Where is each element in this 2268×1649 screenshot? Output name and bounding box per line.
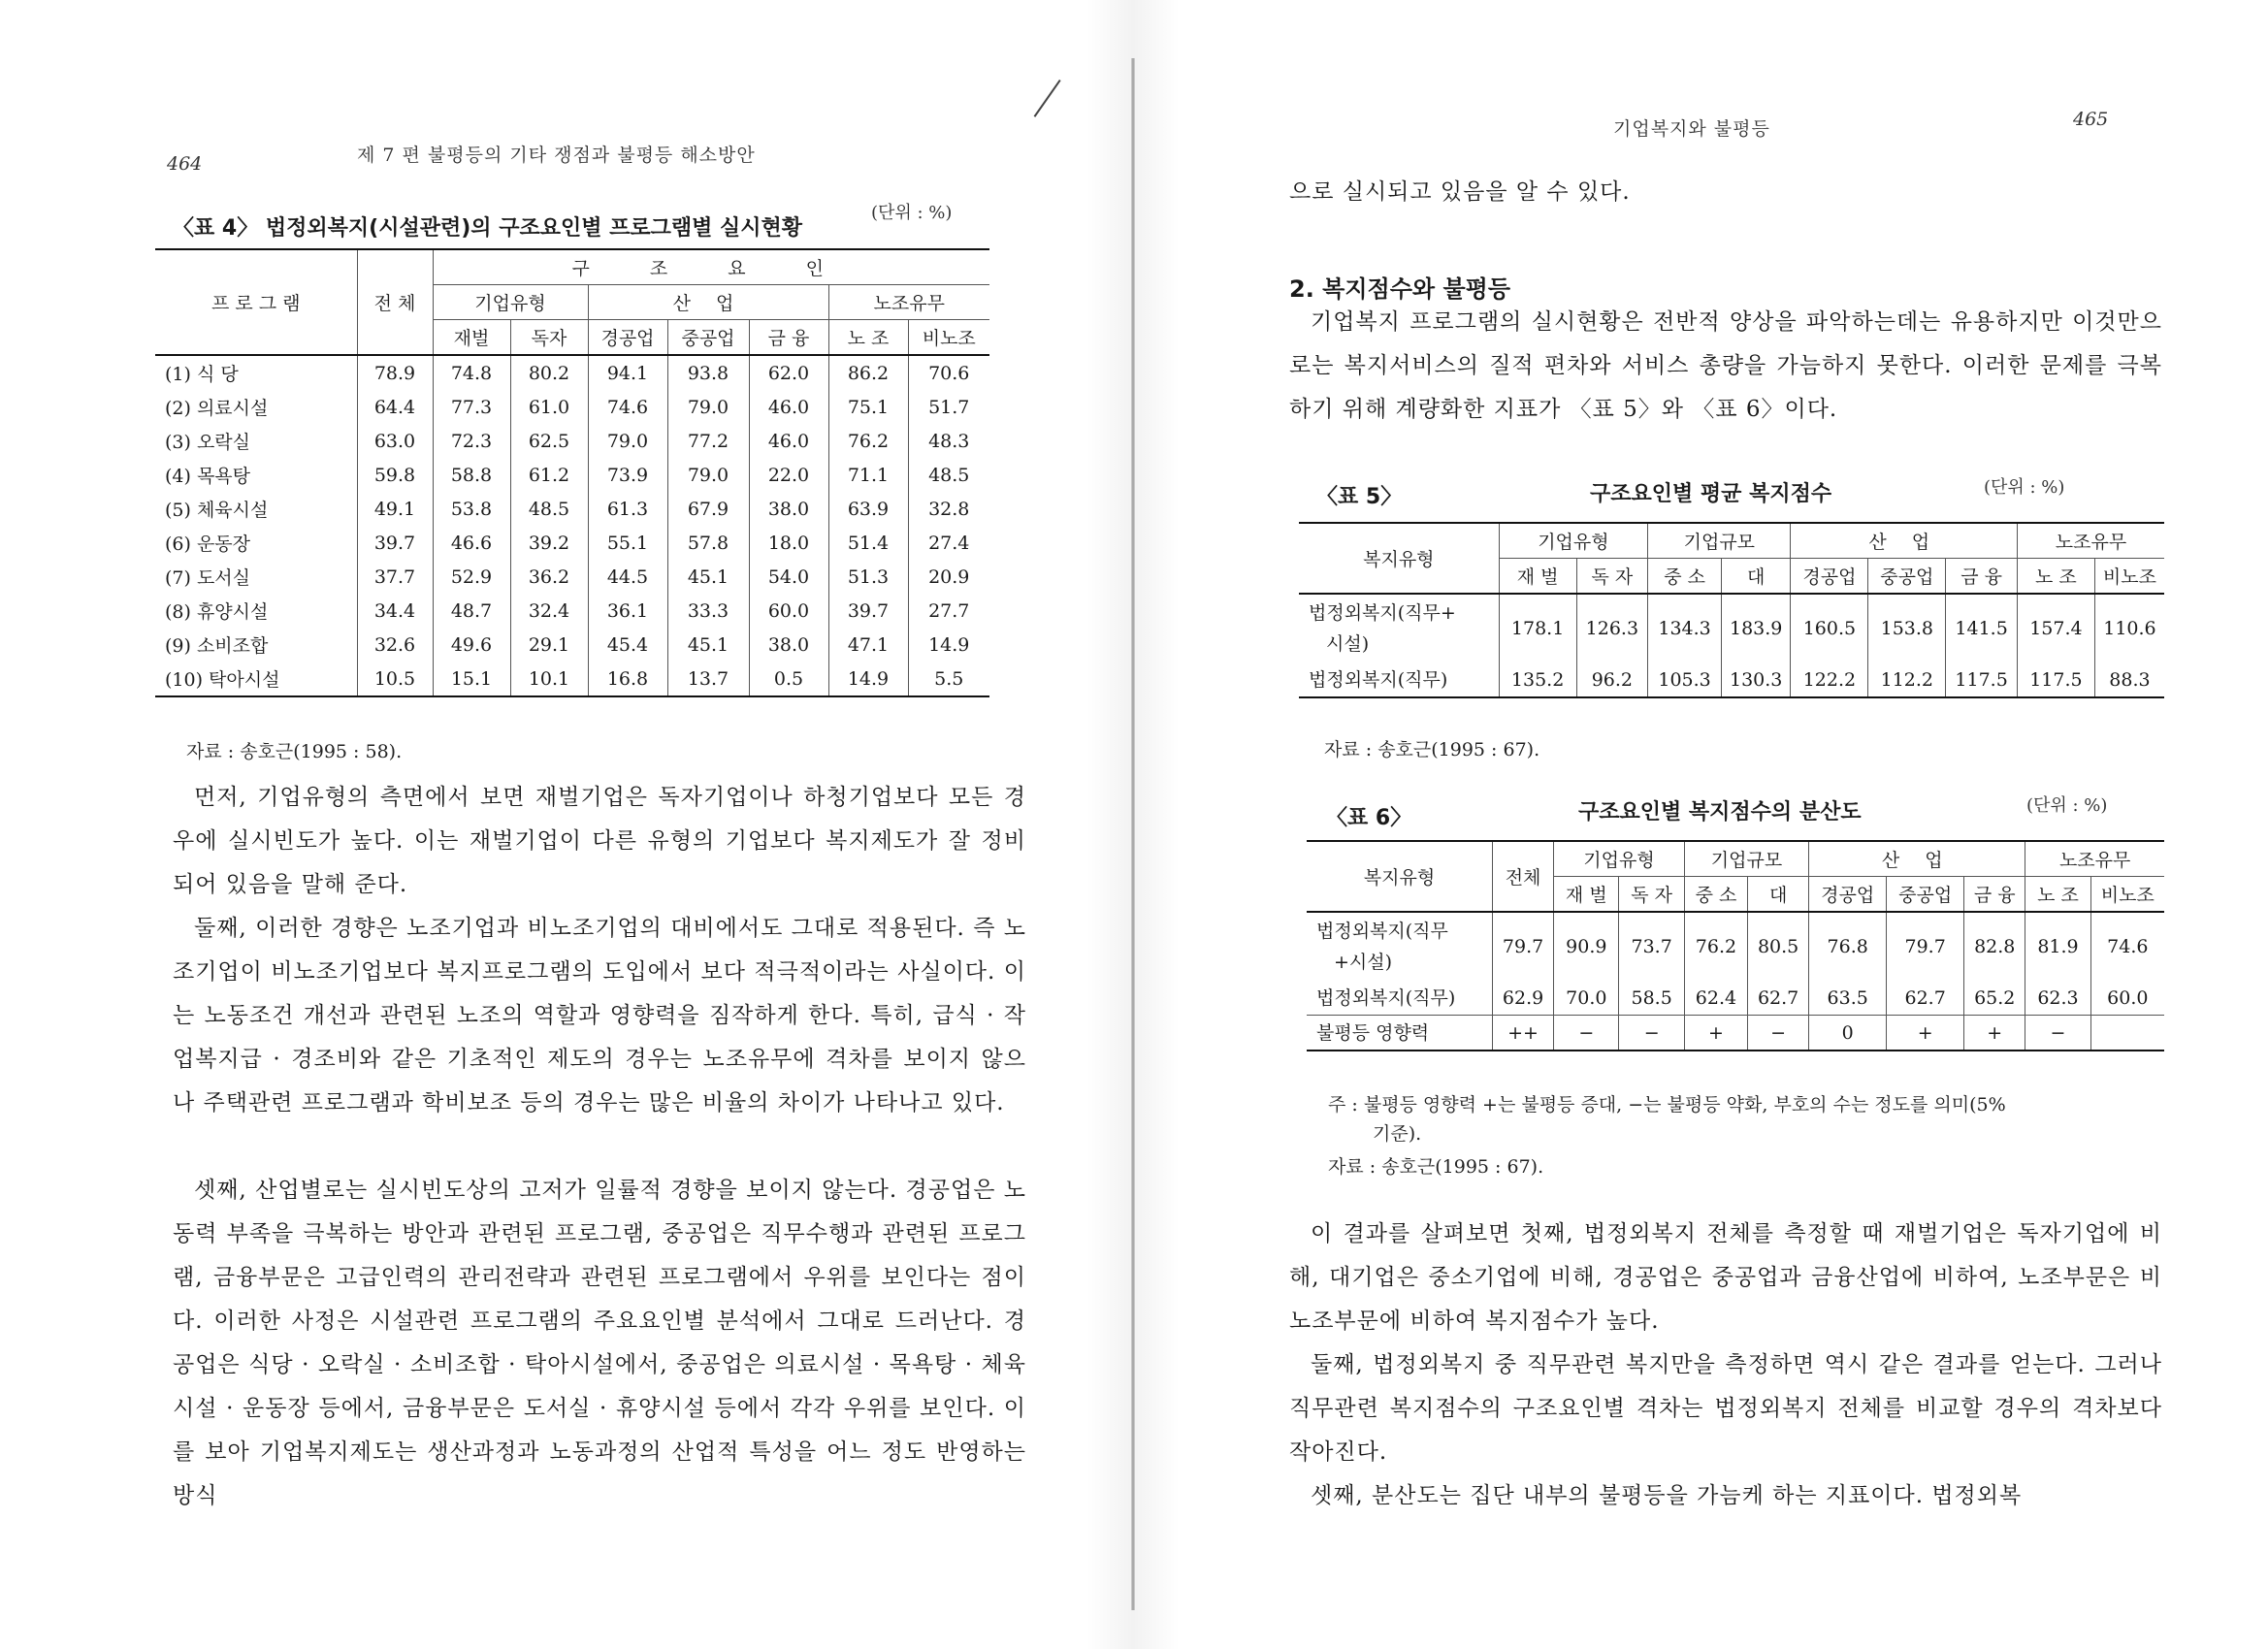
value-cell: 48.3 [908, 424, 989, 458]
table4-column-header: 경공업 [588, 320, 667, 356]
table4-column-header: 노 조 [828, 320, 908, 356]
value-cell: 54.0 [749, 560, 828, 594]
table4-caption [173, 211, 802, 242]
value-cell: 13.7 [667, 662, 749, 696]
value-cell: 29.1 [510, 628, 588, 662]
right-paragraph-1: 이 결과를 살펴보면 첫째, 법정외복지 전체를 측정할 때 재벌기업은 독자기업에 비해, 대기업은 중소기업에 비해, 경공업은 중공업과 금융산업에 비하여, 노조부문은 비노조부문에 비하여 복지점수가 높다. [1289, 1221, 2162, 1334]
value-cell: 76.2 [1684, 912, 1747, 981]
value-cell: 77.2 [667, 424, 749, 458]
table5-unit: (단위 : %) [1984, 477, 2065, 498]
value-cell: 48.5 [510, 492, 588, 526]
row-label [1307, 912, 1493, 981]
value-cell: − [2025, 1016, 2090, 1051]
value-cell: 93.8 [667, 355, 749, 390]
row-label [1307, 981, 1493, 1016]
row-label: (4) 목욕탕 [155, 458, 357, 492]
value-cell: 51.4 [828, 526, 908, 560]
table5-column-header: 금 융 [1946, 559, 2018, 595]
total-cell: 63.0 [357, 424, 433, 458]
row-label [1307, 1016, 1493, 1051]
table-row [1299, 594, 2164, 663]
value-cell: 80.5 [1748, 912, 1809, 981]
value-cell: 15.1 [433, 662, 510, 696]
right-page [1134, 0, 2268, 1649]
value-cell: 73.9 [588, 458, 667, 492]
value-cell: 65.2 [1964, 981, 2025, 1016]
value-cell: 76.8 [1809, 912, 1887, 981]
value-cell: 183.9 [1721, 594, 1791, 663]
value-cell: 88.3 [2094, 663, 2164, 697]
section-title: 2. 복지점수와 불평등 [1289, 275, 1510, 303]
row-label: (3) 오락실 [155, 424, 357, 458]
value-cell: 86.2 [828, 355, 908, 390]
value-cell: 46.0 [749, 424, 828, 458]
value-cell: 62.4 [1684, 981, 1747, 1016]
table5-subgroup: 기업유형 [1499, 523, 1648, 559]
value-cell: − [1554, 1016, 1619, 1051]
value-cell: 16.8 [588, 662, 667, 696]
value-cell: 46.6 [433, 526, 510, 560]
table4-caption-label: 〈표 4〉 [173, 216, 259, 241]
value-cell: 51.7 [908, 390, 989, 424]
total-cell: 39.7 [357, 526, 433, 560]
value-cell: 105.3 [1648, 663, 1722, 697]
left-paragraph-2: 둘째, 이러한 경향은 노조기업과 비노조기업의 대비에서도 그대로 적용된다. 즉 노조기업이 비노조기업보다 복지프로그램의 도입에서 보다 적극적이라는 사실이다. 이는 노동조건 개선과 관련된 노조의 역할과 영향력을 짐작하게 한다. 특히, 급식 · 작업복지급 · 경조비와 같은 기초적인 제도의 경우는 노조유무에 격차를 보이지 않으나 주택관련 프로그램과 학비보조 등의 경우는 많은 비율의 차이가 나타나고 있다. [173, 916, 1026, 1116]
table5-column-header: 재 벌 [1499, 559, 1576, 595]
table5-source: 자료 : 송호근(1995 : 67). [1324, 739, 1540, 760]
value-cell: 10.1 [510, 662, 588, 696]
table-row [155, 492, 989, 526]
table5-subgroup: 산 업 [1791, 523, 2018, 559]
value-cell: 33.3 [667, 594, 749, 628]
row-label-line: 법정외복지(직무 [1316, 921, 1448, 942]
row-label: (10) 탁아시설 [155, 662, 357, 696]
table5-column-header: 경공업 [1791, 559, 1868, 595]
table6-column-header: 중 소 [1684, 877, 1747, 913]
table5-body [1299, 594, 2164, 697]
table6-note-line: 기준). [1373, 1123, 1422, 1145]
table6-column-header: 노 조 [2025, 877, 2090, 913]
value-cell: 38.0 [749, 628, 828, 662]
table4-source: 자료 : 송호근(1995 : 58). [186, 741, 403, 762]
row-label [1299, 594, 1499, 663]
value-cell: 49.6 [433, 628, 510, 662]
left-paragraph-3: 셋째, 산업별로는 실시빈도상의 고저가 일률적 경향을 보이지 않는다. 경공업은 노동력 부족을 극복하는 방안과 관련된 프로그램, 중공업은 직무수행과 관련된 프로그램, 금융부문은 고급인력의 관리전략과 관련된 프로그램에서 우위를 보인다는 점이다. 이러한 사정은 시설관련 프로그램의 주요요인별 분석에서 그대로 드러난다. 경공업은 식당 · 오락실 · 소비조합 · 탁아시설에서, 중공업은 의료시설 · 목욕탕 · 체육시설 · 운동장 등에서, 금융부문은 도서실 · 휴양시설 등에서 각각 우위를 보인다. 이를 보아 기업복지제도는 생산과정과 노동과정의 산업적 특성을 어느 정도 반영하는 방식 [173, 1178, 1026, 1508]
value-cell: − [1748, 1016, 1809, 1051]
table6-column-header: 비노조 [2090, 877, 2164, 913]
table4-total-header: 전 체 [357, 249, 433, 355]
value-cell: 39.2 [510, 526, 588, 560]
table4-column-header: 중공업 [667, 320, 749, 356]
value-cell: 73.7 [1619, 912, 1684, 981]
value-cell: 47.1 [828, 628, 908, 662]
value-cell: 48.5 [908, 458, 989, 492]
value-cell: 53.8 [433, 492, 510, 526]
value-cell: 51.3 [828, 560, 908, 594]
value-cell: 74.8 [433, 355, 510, 390]
value-cell: 80.2 [510, 355, 588, 390]
value-cell: 14.9 [828, 662, 908, 696]
table5-caption-label: 〈표 5〉 [1316, 485, 1403, 509]
table5-caption-title: 구조요인별 평균 복지점수 [1590, 482, 1832, 506]
table6-subgroup: 기업유형 [1554, 841, 1685, 877]
row-label: (6) 운동장 [155, 526, 357, 560]
value-cell: 5.5 [908, 662, 989, 696]
row-label: (5) 체육시설 [155, 492, 357, 526]
value-cell: 178.1 [1499, 594, 1576, 663]
table5-column-header: 대 [1721, 559, 1791, 595]
table-row [155, 526, 989, 560]
value-cell: 45.4 [588, 628, 667, 662]
table6-column-header: 재 벌 [1554, 877, 1619, 913]
total-cell: 32.6 [357, 628, 433, 662]
value-cell: 57.8 [667, 526, 749, 560]
value-cell: 71.1 [828, 458, 908, 492]
table6-source: 자료 : 송호근(1995 : 67). [1328, 1156, 1544, 1178]
table5-row-header: 복지유형 [1299, 523, 1499, 594]
table5-column-header: 중공업 [1868, 559, 1946, 595]
value-cell: 157.4 [2017, 594, 2094, 663]
value-cell: 55.1 [588, 526, 667, 560]
table6-subgroup: 산 업 [1809, 841, 2025, 877]
table5-subgroup: 기업규모 [1648, 523, 1791, 559]
value-cell: 44.5 [588, 560, 667, 594]
value-cell: 72.3 [433, 424, 510, 458]
value-cell: 32.4 [510, 594, 588, 628]
table-row [155, 355, 989, 390]
table-row [155, 662, 989, 696]
table6-row-header: 복지유형 [1307, 841, 1493, 912]
total-cell: 49.1 [357, 492, 433, 526]
table4-column-header: 독자 [510, 320, 588, 356]
value-cell: 117.5 [2017, 663, 2094, 697]
table6-caption-label: 〈표 6〉 [1326, 806, 1412, 830]
value-cell: 52.9 [433, 560, 510, 594]
table-row [1307, 1016, 2164, 1051]
value-cell: 46.0 [749, 390, 828, 424]
value-cell: 117.5 [1946, 663, 2018, 697]
value-cell: 74.6 [2090, 912, 2164, 981]
table6-subgroup: 기업규모 [1684, 841, 1808, 877]
value-cell: 79.0 [588, 424, 667, 458]
table-row [155, 390, 989, 424]
table6-unit: (단위 : %) [2026, 795, 2108, 816]
value-cell: 27.4 [908, 526, 989, 560]
value-cell: 94.1 [588, 355, 667, 390]
row-label-line: 법정외복지(직무) [1316, 986, 1456, 1009]
table5-column-header: 독 자 [1576, 559, 1648, 595]
value-cell: 79.0 [667, 458, 749, 492]
value-cell: + [1964, 1016, 2025, 1051]
value-cell: 70.0 [1554, 981, 1619, 1016]
value-cell: 22.0 [749, 458, 828, 492]
total-cell: 64.4 [357, 390, 433, 424]
row-label: (7) 도서실 [155, 560, 357, 594]
table6-caption-title: 구조요인별 복지점수의 분산도 [1578, 800, 1862, 824]
table6-note-line: 주 : 불평등 영향력 +는 불평등 증대, −는 불평등 약화, 부호의 수는 정도를 의미(5% [1328, 1094, 2006, 1116]
table-row [155, 424, 989, 458]
value-cell: 70.6 [908, 355, 989, 390]
total-cell: 62.9 [1493, 981, 1554, 1016]
total-cell: 59.8 [357, 458, 433, 492]
total-cell: 10.5 [357, 662, 433, 696]
value-cell: 79.0 [667, 390, 749, 424]
value-cell: 39.7 [828, 594, 908, 628]
total-cell: ++ [1493, 1016, 1554, 1051]
table5-column-header: 중 소 [1648, 559, 1722, 595]
table4-unit: (단위 : %) [871, 203, 953, 223]
value-cell: − [1619, 1016, 1684, 1051]
table6-column-header: 독 자 [1619, 877, 1684, 913]
value-cell: 82.8 [1964, 912, 2025, 981]
page-number: 465 [2073, 109, 2109, 130]
value-cell: 67.9 [667, 492, 749, 526]
value-cell: 79.7 [1887, 912, 1964, 981]
value-cell: 126.3 [1576, 594, 1648, 663]
value-cell: 62.7 [1748, 981, 1809, 1016]
value-cell: 20.9 [908, 560, 989, 594]
table-row [155, 594, 989, 628]
value-cell: 122.2 [1791, 663, 1868, 697]
value-cell: 62.5 [510, 424, 588, 458]
value-cell: 61.2 [510, 458, 588, 492]
value-cell: 45.1 [667, 628, 749, 662]
value-cell: 153.8 [1868, 594, 1946, 663]
row-label [1299, 663, 1499, 697]
table6-body [1307, 912, 2164, 1051]
value-cell: 27.7 [908, 594, 989, 628]
value-cell: 32.8 [908, 492, 989, 526]
value-cell: 36.1 [588, 594, 667, 628]
value-cell: 48.7 [433, 594, 510, 628]
table5-column-header: 비노조 [2094, 559, 2164, 595]
table6-column-header: 중공업 [1887, 877, 1964, 913]
value-cell: 36.2 [510, 560, 588, 594]
value-cell: 14.9 [908, 628, 989, 662]
row-label-line: 법정외복지(직무) [1309, 668, 1448, 691]
value-cell [2090, 1016, 2164, 1051]
value-cell: 62.7 [1887, 981, 1964, 1016]
table4-subgroup: 기업유형 [433, 285, 588, 320]
value-cell: 90.9 [1554, 912, 1619, 981]
value-cell: 96.2 [1576, 663, 1648, 697]
total-cell: 34.4 [357, 594, 433, 628]
table4 [155, 248, 989, 697]
table6-subgroup: 노조유무 [2025, 841, 2164, 877]
value-cell: 110.6 [2094, 594, 2164, 663]
table4-row-header: 프 로 그 램 [155, 249, 357, 355]
table4-group-header: 구 조 요 인 [433, 249, 989, 285]
value-cell: 0 [1809, 1016, 1887, 1051]
row-label-line: 불평등 영향력 [1316, 1021, 1430, 1044]
value-cell: 81.9 [2025, 912, 2090, 981]
table5 [1299, 522, 2164, 698]
left-paragraph-1: 먼저, 기업유형의 측면에서 보면 재벌기업은 독자기업이나 하청기업보다 모든 경우에 실시빈도가 높다. 이는 재벌기업이 다른 유형의 기업보다 복지제도가 잘 정비되어 있음을 말해 준다. [173, 785, 1026, 897]
table6 [1307, 840, 2164, 1051]
value-cell: 62.3 [2025, 981, 2090, 1016]
table-row [155, 628, 989, 662]
row-label: (1) 식 당 [155, 355, 357, 390]
value-cell: 112.2 [1868, 663, 1946, 697]
value-cell: 58.8 [433, 458, 510, 492]
value-cell: 62.0 [749, 355, 828, 390]
total-cell: 79.7 [1493, 912, 1554, 981]
total-cell: 78.9 [357, 355, 433, 390]
value-cell: 160.5 [1791, 594, 1868, 663]
value-cell: 60.0 [2090, 981, 2164, 1016]
table6-column-header: 대 [1748, 877, 1809, 913]
row-label-line: 법정외복지(직무+ [1309, 602, 1456, 624]
value-cell: 60.0 [749, 594, 828, 628]
table-row [1307, 981, 2164, 1016]
section-paragraph: 기업복지 프로그램의 실시현황은 전반적 양상을 파악하는데는 유용하지만 이것만으로는 복지서비스의 질적 편차와 서비스 총량을 가늠하지 못한다. 이러한 문제를 극복하기 위해 계량화한 지표가 〈표 5〉와 〈표 6〉이다. [1289, 309, 2162, 422]
value-cell: 135.2 [1499, 663, 1576, 697]
table-row [155, 560, 989, 594]
row-label: (9) 소비조합 [155, 628, 357, 662]
value-cell: 18.0 [749, 526, 828, 560]
running-head: 기업복지와 불평등 [1613, 118, 1770, 140]
table6-total-header: 전체 [1493, 841, 1554, 912]
value-cell: 130.3 [1721, 663, 1791, 697]
value-cell: 141.5 [1946, 594, 2018, 663]
row-label: (2) 의료시설 [155, 390, 357, 424]
table-row [1307, 912, 2164, 981]
table4-subgroup: 노조유무 [828, 285, 989, 320]
value-cell: 63.5 [1809, 981, 1887, 1016]
total-cell: 37.7 [357, 560, 433, 594]
table-row [1299, 663, 2164, 697]
value-cell: 0.5 [749, 662, 828, 696]
value-cell: 134.3 [1648, 594, 1722, 663]
value-cell: 61.0 [510, 390, 588, 424]
value-cell: 75.1 [828, 390, 908, 424]
running-head: 제 7 편 불평등의 기타 쟁점과 불평등 해소방안 [357, 145, 756, 166]
value-cell: 61.3 [588, 492, 667, 526]
table6-column-header: 금 융 [1964, 877, 2025, 913]
row-label: (8) 휴양시설 [155, 594, 357, 628]
table6-column-header: 경공업 [1809, 877, 1887, 913]
page-number: 464 [167, 153, 203, 175]
right-paragraph-2: 둘째, 법정외복지 중 직무관련 복지만을 측정하면 역시 같은 결과를 얻는다. 그러나 직무관련 복지점수의 구조요인별 격차는 법정외복지 전체를 비교할 경우의 격차보다 작아진다. [1289, 1352, 2162, 1465]
table5-column-header: 노 조 [2017, 559, 2094, 595]
table5-subgroup: 노조유무 [2017, 523, 2164, 559]
value-cell: 58.5 [1619, 981, 1684, 1016]
value-cell: 74.6 [588, 390, 667, 424]
table4-column-header: 재벌 [433, 320, 510, 356]
table4-column-header: 금 융 [749, 320, 828, 356]
value-cell: + [1887, 1016, 1964, 1051]
table-row [155, 458, 989, 492]
table4-caption-title: 법정외복지(시설관련)의 구조요인별 프로그램별 실시현황 [265, 216, 803, 241]
value-cell: 45.1 [667, 560, 749, 594]
table4-column-header: 비노조 [908, 320, 989, 356]
table6-note [1328, 1090, 2182, 1148]
table4-subgroup: 산 업 [588, 285, 828, 320]
value-cell: 38.0 [749, 492, 828, 526]
right-paragraph-3: 셋째, 분산도는 집단 내부의 불평등을 가늠케 하는 지표이다. 법정외복 [1311, 1483, 2023, 1508]
value-cell: + [1684, 1016, 1747, 1051]
table4-body [155, 355, 989, 696]
pen-mark [1034, 80, 1061, 117]
row-label-line: +시설) [1334, 952, 1393, 973]
value-cell: 76.2 [828, 424, 908, 458]
value-cell: 77.3 [433, 390, 510, 424]
row-label-line: 시설) [1326, 633, 1370, 655]
value-cell: 63.9 [828, 492, 908, 526]
continuation-text: 으로 실시되고 있음을 알 수 있다. [1289, 179, 1631, 205]
